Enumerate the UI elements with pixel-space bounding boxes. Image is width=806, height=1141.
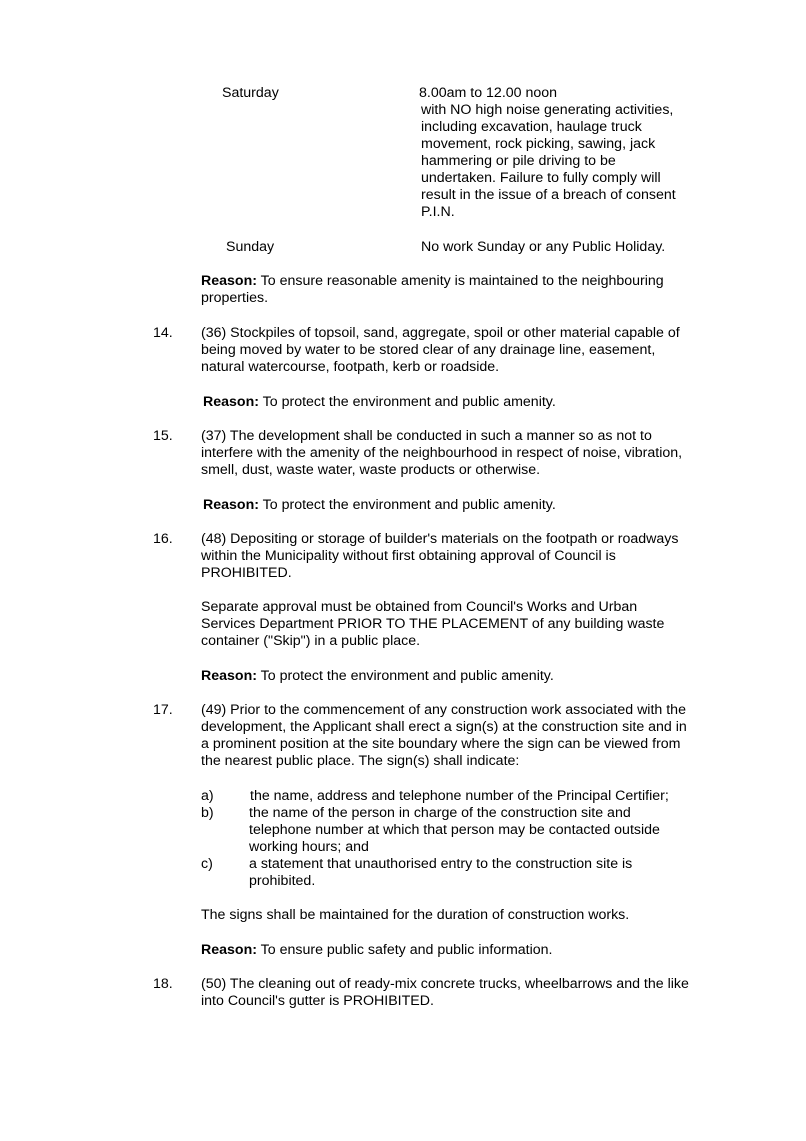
reason-text: To protect the environment and public amenity.: [256, 668, 554, 684]
reason-text: To protect the environment and public amenity.: [258, 394, 556, 410]
list-item-line: telephone number at which that person may be contacted outside: [249, 822, 660, 838]
condition-number: 15.: [153, 428, 173, 444]
condition-text-line: development, the Applicant shall erect a sign(s) at the construction site and in: [201, 719, 687, 735]
hours-reason: [201, 273, 664, 290]
list-item-line: the name, address and telephone number of the Principal Certifier;: [250, 788, 669, 804]
condition-text-line: the nearest public place. The sign(s) shall indicate:: [201, 753, 520, 769]
condition-reason: [201, 668, 554, 685]
condition-number: 18.: [153, 976, 173, 992]
condition-text-line: into Council's gutter is PROHIBITED.: [201, 993, 434, 1009]
condition-extra-line: container ("Skip") in a public place.: [201, 633, 421, 649]
list-marker: b): [201, 805, 214, 821]
reason-label: Reason:: [201, 273, 257, 289]
condition-number: 17.: [153, 702, 173, 718]
list-item-line: working hours; and: [249, 839, 369, 855]
condition-text-line: natural watercourse, footpath, kerb or roadside.: [201, 359, 500, 375]
reason-label: Reason:: [203, 497, 259, 513]
condition-number: 16.: [153, 531, 173, 547]
hours-reason-continued: properties.: [201, 290, 269, 306]
saturday-hours-line: result in the issue of a breach of consent: [421, 187, 676, 203]
reason-label: Reason:: [201, 668, 257, 684]
condition-text-line: (49) Prior to the commencement of any construction work associated with the: [201, 702, 686, 718]
condition-extra-line: Services Department PRIOR TO THE PLACEMENT of any building waste: [201, 616, 665, 632]
saturday-hours-line: P.I.N.: [421, 204, 455, 220]
condition-number: 14.: [153, 325, 173, 341]
saturday-hours-line: including excavation, haulage truck: [421, 119, 642, 135]
condition-reason: [201, 942, 552, 959]
condition-extra-line: Separate approval must be obtained from Council's Works and Urban: [201, 599, 638, 615]
condition-text-line: smell, dust, waste water, waste products or otherwise.: [201, 462, 541, 478]
list-item-line: prohibited.: [249, 873, 316, 889]
list-marker: a): [201, 788, 214, 804]
condition-text-line: PROHIBITED.: [201, 565, 292, 581]
condition-text-line: within the Municipality without first obtaining approval of Council is: [201, 548, 616, 564]
condition-text-line: interfere with the amenity of the neighbourhood in respect of noise, vibration,: [201, 445, 683, 461]
reason-label: Reason:: [201, 942, 257, 958]
list-marker: c): [201, 856, 213, 872]
condition-text-line: being moved by water to be stored clear of any drainage line, easement,: [201, 342, 656, 358]
reason-label: Reason:: [203, 394, 259, 410]
list-item-line: the name of the person in charge of the construction site and: [249, 805, 631, 821]
list-item-line: a statement that unauthorised entry to the construction site is: [249, 856, 633, 872]
condition-text-line: (50) The cleaning out of ready-mix concrete trucks, wheelbarrows and the like: [201, 976, 689, 992]
saturday-hours-line: hammering or pile driving to be: [421, 153, 616, 169]
condition-text-line: (48) Depositing or storage of builder's materials on the footpath or roadways: [201, 531, 679, 547]
saturday-hours-line: 8.00am to 12.00 noon: [419, 85, 558, 101]
saturday-hours-line: with NO high noise generating activities,: [421, 102, 674, 118]
saturday-hours-line: movement, rock picking, sawing, jack: [421, 136, 656, 152]
sunday-hours: No work Sunday or any Public Holiday.: [421, 239, 666, 255]
condition-text-line: a prominent position at the site boundary where the sign can be viewed from: [201, 736, 681, 752]
condition-reason: [203, 394, 556, 411]
condition-text-line: (37) The development shall be conducted in such a manner so as not to: [201, 428, 652, 444]
condition-text-line: (36) Stockpiles of topsoil, sand, aggregate, spoil or other material capable of: [201, 325, 680, 341]
reason-text: To protect the environment and public amenity.: [258, 497, 556, 513]
reason-text: To ensure public safety and public information.: [256, 942, 553, 958]
saturday-hours-line: undertaken. Failure to fully comply will: [421, 170, 661, 186]
sunday-label: Sunday: [226, 239, 275, 255]
saturday-label: Saturday: [222, 85, 279, 101]
condition-closing: The signs shall be maintained for the duration of construction works.: [201, 907, 630, 923]
reason-text: To ensure reasonable amenity is maintained to the neighbouring: [256, 273, 664, 289]
condition-reason: [203, 497, 556, 514]
